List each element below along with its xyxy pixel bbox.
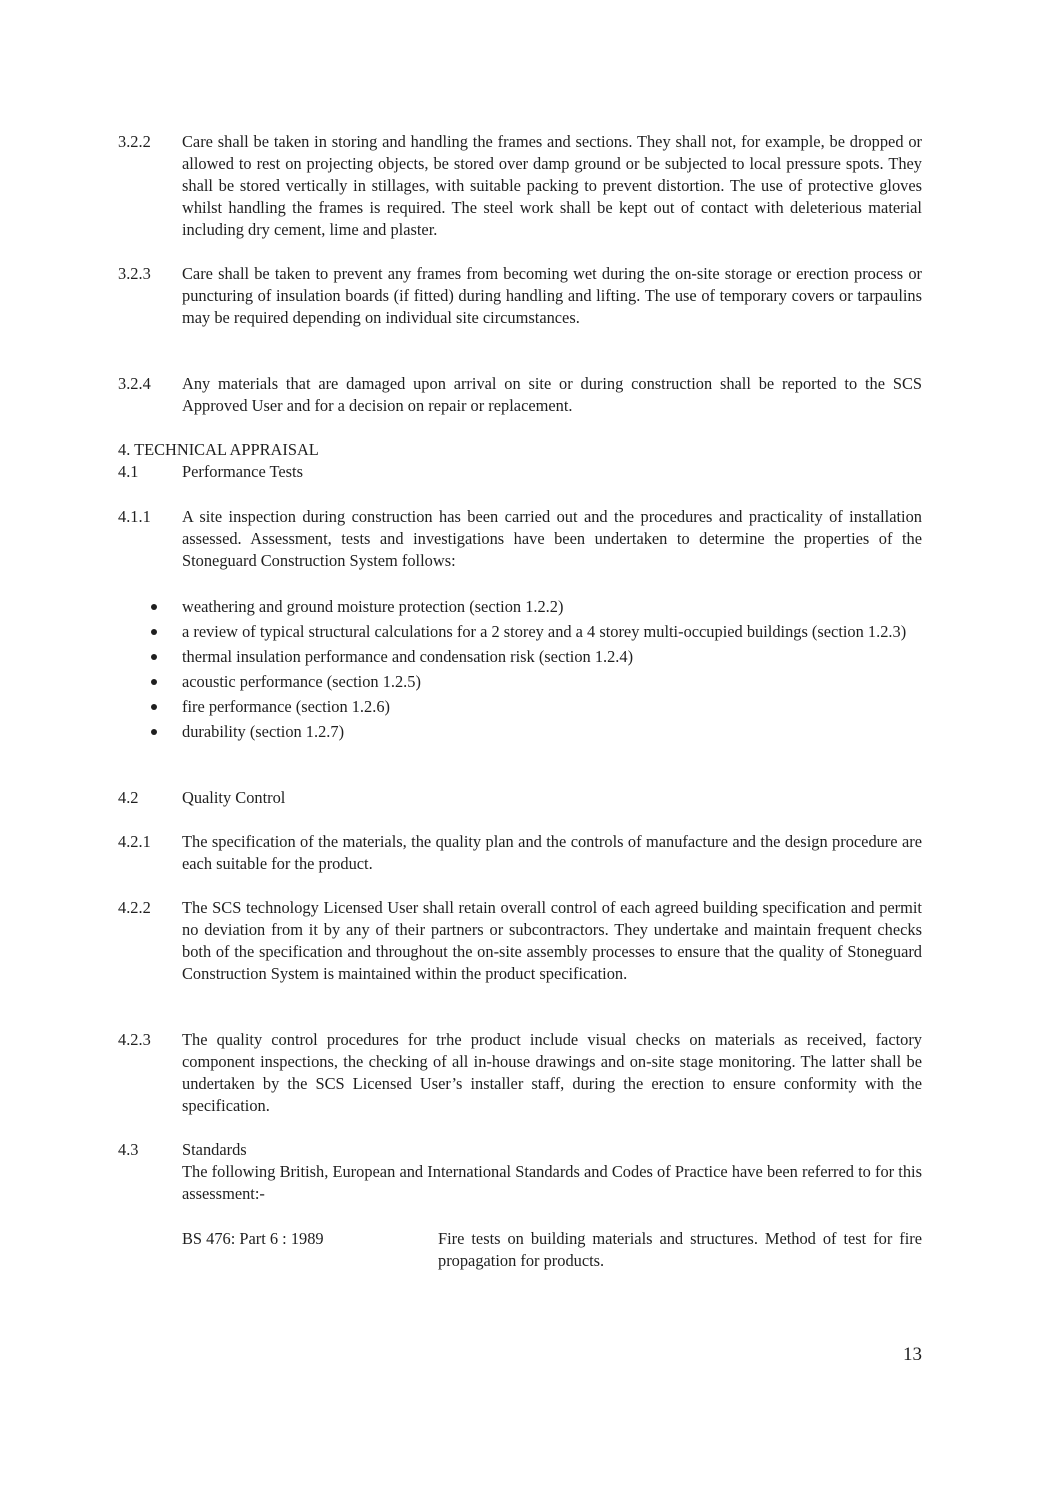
clause-text: Care shall be taken in storing and handling the frames and sections. They shall not, for example, be dropped or allowed to rest on projecting objects, be stored over damp ground or be subjected to local pressure spots. They shall be stored vertically in stillages, with suitable packing to prevent distortion. The use of protective gloves whilst handling the frames is required. The steel work shall be kept out of contact with deleterious material including dry cement, lime and plaster.: [182, 132, 922, 239]
section-heading-technical-appraisal: 4. TECHNICAL APPRAISAL: [118, 440, 319, 459]
clause-title: Standards: [182, 1140, 247, 1159]
assessment-list: [118, 596, 922, 746]
clause-text: Any materials that are damaged upon arrival on site or during construction shall be reported to the SCS Approved User and for a decision on repair or replacement.: [182, 374, 922, 415]
standard-code: BS 476: Part 6 : 1989: [182, 1229, 324, 1248]
clause-text: Care shall be taken to prevent any frames from becoming wet during the on-site storage or erection process or puncturing of insulation boards (if fitted) during handling and lifting. The use of temporary covers or tarpaulins may be required depending on individual site circumstances.: [182, 264, 922, 327]
clause-number: 4.2.3: [118, 1030, 151, 1049]
clause-number: 3.2.2: [118, 132, 151, 151]
list-item: [118, 696, 922, 718]
list-item: [118, 671, 922, 693]
page-number: 13: [903, 1344, 922, 1365]
clause-text: The following British, European and International Standards and Codes of Practice have been referred to for this assessment:-: [182, 1162, 922, 1203]
clause-title: Performance Tests: [182, 462, 303, 481]
clause-number: 4.1.1: [118, 507, 151, 526]
list-item: [118, 596, 922, 618]
clause-text: The SCS technology Licensed User shall retain overall control of each agreed building specification and permit no deviation from it by any of their partners or subcontractors. They undertake and maintain frequent checks both of the specification and throughout the on-site assembly processes to ensure that the quality of Stoneguard Construction System is maintained within the product specification.: [182, 898, 922, 983]
list-item-text: acoustic performance (section 1.2.5): [182, 672, 421, 691]
clause-text: A site inspection during construction has been carried out and the procedures and practicality of installation assessed. Assessment, tests and investigations have been undertaken to determine the properties of the Stoneguard Construction System follows:: [182, 507, 922, 570]
clause-number: 3.2.4: [118, 374, 151, 393]
clause-number: 4.2: [118, 788, 139, 807]
clause-number: 3.2.3: [118, 264, 151, 283]
bullet-icon: [151, 679, 157, 685]
list-item-text: fire performance (section 1.2.6): [182, 697, 390, 716]
bullet-icon: [151, 729, 157, 735]
clause-number: 4.2.1: [118, 832, 151, 851]
bullet-icon: [151, 654, 157, 660]
clause-number: 4.2.2: [118, 898, 151, 917]
clause-number: 4.1: [118, 462, 139, 481]
clause-body: [182, 1139, 922, 1205]
bullet-icon: [151, 629, 157, 635]
list-item-text: thermal insulation performance and condensation risk (section 1.2.4): [182, 647, 634, 666]
clause-text: The specification of the materials, the quality plan and the controls of manufacture and the design procedure are each suitable for the product.: [182, 832, 922, 873]
list-item-text: a review of typical structural calculations for a 2 storey and a 4 storey multi-occupied buildings (section 1.2.3): [182, 622, 907, 641]
clause-title: Quality Control: [182, 788, 286, 807]
list-item-text: weathering and ground moisture protection (section 1.2.2): [182, 597, 564, 616]
list-item-text: durability (section 1.2.7): [182, 722, 345, 741]
bullet-icon: [151, 704, 157, 710]
list-item: [118, 721, 922, 743]
bullet-icon: [151, 604, 157, 610]
list-item: [118, 646, 922, 668]
standard-description: Fire tests on building materials and structures. Method of test for fire propagation for products.: [438, 1229, 922, 1270]
list-item: [118, 621, 922, 643]
clause-number: 4.3: [118, 1140, 139, 1159]
clause-text: The quality control procedures for trhe product include visual checks on materials as received, factory component inspections, the checking of all in-house drawings and on-site stage monitoring. The latter shall be undertaken by the SCS Licensed User’s installer staff, during the erection to ensure conformity with the specification.: [182, 1030, 922, 1115]
